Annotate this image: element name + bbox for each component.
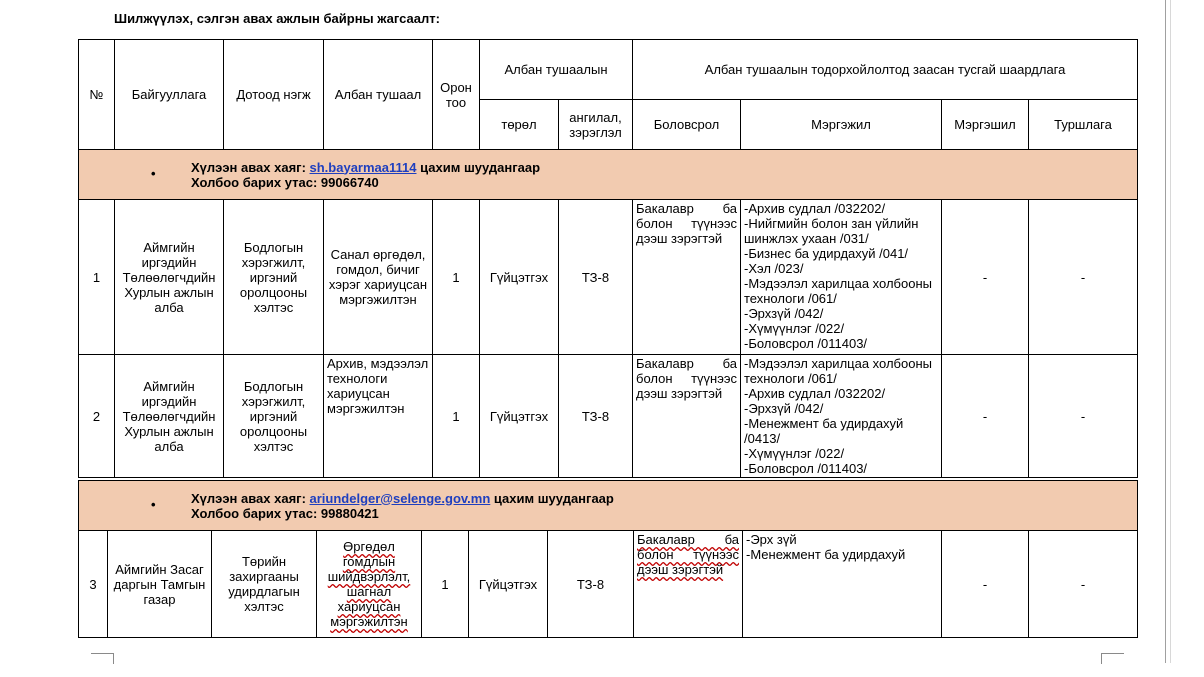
row-education: Бакалавр ба болон түүнээс дээш зэрэгтэй <box>633 200 741 355</box>
table-row <box>79 200 1138 355</box>
contact-line <box>153 491 1134 506</box>
profession-item: -Боловсрол /011403/ <box>744 461 868 476</box>
header-unit: Дотоод нэгж <box>224 40 324 150</box>
row-position: Архив, мэдээлэл технологи хариуцсан мэргэжилтэн <box>324 355 433 478</box>
header-no: № <box>79 40 115 150</box>
contact-cell <box>79 481 1138 531</box>
row-no: 2 <box>79 355 115 478</box>
row-type: Гүйцэтгэх <box>480 355 559 478</box>
contact-row <box>79 150 1138 200</box>
row-profession <box>741 200 942 355</box>
profession-item: -Архив судлал /032202/ <box>744 201 886 216</box>
header-org: Байгууллага <box>115 40 224 150</box>
row-org: Аймгийн Засаг даргын Тамгын газар <box>108 531 212 638</box>
profession-item: -Архив судлал /032202/ <box>744 386 886 401</box>
profession-item: -Нийгмийн болон зан үйлийн шинжлэх ухаан /031/ <box>744 216 919 246</box>
row-experience: - <box>1029 355 1138 478</box>
row-unit: Бодлогын хэрэгжилт, иргэний оролцооны хэлтэс <box>224 355 324 478</box>
header-experience: Туршлага <box>1029 100 1138 150</box>
phone-line: Холбоо барих утас: 99066740 <box>191 174 379 190</box>
email-link[interactable]: ariundelger@selenge.gov.mn <box>309 490 491 506</box>
profession-item: -Эрхзүй /042/ <box>744 401 824 416</box>
page-edge-line <box>1165 0 1166 663</box>
profession-item: -Хэл /023/ <box>744 261 804 276</box>
row-unit: Бодлогын хэрэгжилт, иргэний оролцооны хэлтэс <box>224 200 324 355</box>
header-profession: Мэргэжил <box>741 100 942 150</box>
row-unit: Төрийн захиргааны удирдлагын хэлтэс <box>212 531 317 638</box>
header-education: Боловсрол <box>633 100 741 150</box>
row-org: Аймгийн иргэдийн Төлөөлөгчдийн Хурлын ажлын алба <box>115 355 224 478</box>
row-class: ТЗ-8 <box>559 355 633 478</box>
contact-suffix: цахим шуудангаар <box>490 490 614 506</box>
row-position: Санал өргөдөл, гомдол, бичиг хэрэг хариуцсан мэргэжилтэн <box>324 200 433 355</box>
profession-item: -Хүмүүнлэг /022/ <box>744 321 845 336</box>
phone-line: Холбоо барих утас: 99880421 <box>191 505 379 521</box>
bullet-icon: • <box>151 165 156 181</box>
contact-line <box>153 160 1134 175</box>
profession-item: -Мэдээлэл харилцаа холбооны технологи /061/ <box>744 356 932 386</box>
header-class: ангилал, зэрэглэл <box>559 100 633 150</box>
profession-item: -Мэдээлэл харилцаа холбооны технологи /061/ <box>744 276 932 306</box>
contact-row <box>79 481 1138 531</box>
header-skill: Мэргэшил <box>942 100 1029 150</box>
crop-mark-left <box>91 653 114 664</box>
header-position: Албан тушаал <box>324 40 433 150</box>
table-row <box>79 355 1138 478</box>
profession-item: -Менежмент ба удирдахуй /0413/ <box>744 416 904 446</box>
header-position-group: Албан тушаалын <box>480 40 633 100</box>
row-education: Бакалавр ба болон түүнээс дээш зэрэгтэй <box>633 355 741 478</box>
email-link[interactable]: sh.bayarmaa1114 <box>309 159 417 175</box>
profession-item: -Эрх зүй <box>746 532 797 547</box>
row-education: Бакалавр ба болон түүнээс дээш зэрэгтэй <box>634 531 743 638</box>
header-seats: Орон тоо <box>433 40 480 150</box>
crop-mark-right <box>1101 653 1124 664</box>
contact-suffix: цахим шуудангаар <box>416 159 541 175</box>
contact-label: Хүлээн авах хаяг: <box>191 490 310 506</box>
contact-label: Хүлээн авах хаяг: <box>191 159 310 175</box>
vacancy-table <box>78 39 1138 478</box>
row-type: Гүйцэтгэх <box>469 531 548 638</box>
profession-item: -Эрхзүй /042/ <box>744 306 824 321</box>
row-org: Аймгийн иргэдийн Төлөөлөгчдийн Хурлын ажлын алба <box>115 200 224 355</box>
bullet-icon: • <box>151 496 156 512</box>
row-seats: 1 <box>433 200 480 355</box>
row-seats: 1 <box>433 355 480 478</box>
row-skill: - <box>942 531 1029 638</box>
page-title: Шилжүүлэх, сэлгэн авах ажлын байрны жагсаалт: <box>114 11 440 26</box>
row-profession <box>741 355 942 478</box>
row-skill: - <box>942 355 1029 478</box>
table-row <box>79 531 1138 638</box>
profession-item: -Боловсрол /011403/ <box>744 336 868 351</box>
profession-item: -Бизнес ба удирдахуй /041/ <box>744 246 909 261</box>
profession-item: -Менежмент ба удирдахуй <box>746 547 906 562</box>
row-experience: - <box>1029 531 1138 638</box>
vacancy-table-continued <box>78 480 1138 638</box>
row-position: Өргөдөл гомдлын шийдвэрлэлт, шагнал хариуцсан мэргэжилтэн <box>317 531 422 638</box>
row-experience: - <box>1029 200 1138 355</box>
header-type: төрөл <box>480 100 559 150</box>
header-requirements-group: Албан тушаалын тодорхойлолтод заасан тусгай шаардлага <box>633 40 1138 100</box>
contact-cell <box>79 150 1138 200</box>
row-class: ТЗ-8 <box>559 200 633 355</box>
profession-item: -Хүмүүнлэг /022/ <box>744 446 845 461</box>
header-row-top <box>79 40 1138 100</box>
row-type: Гүйцэтгэх <box>480 200 559 355</box>
page-edge-line <box>1170 0 1171 663</box>
row-profession <box>743 531 942 638</box>
row-no: 1 <box>79 200 115 355</box>
row-no: 3 <box>79 531 108 638</box>
row-skill: - <box>942 200 1029 355</box>
row-class: ТЗ-8 <box>548 531 634 638</box>
row-seats: 1 <box>422 531 469 638</box>
